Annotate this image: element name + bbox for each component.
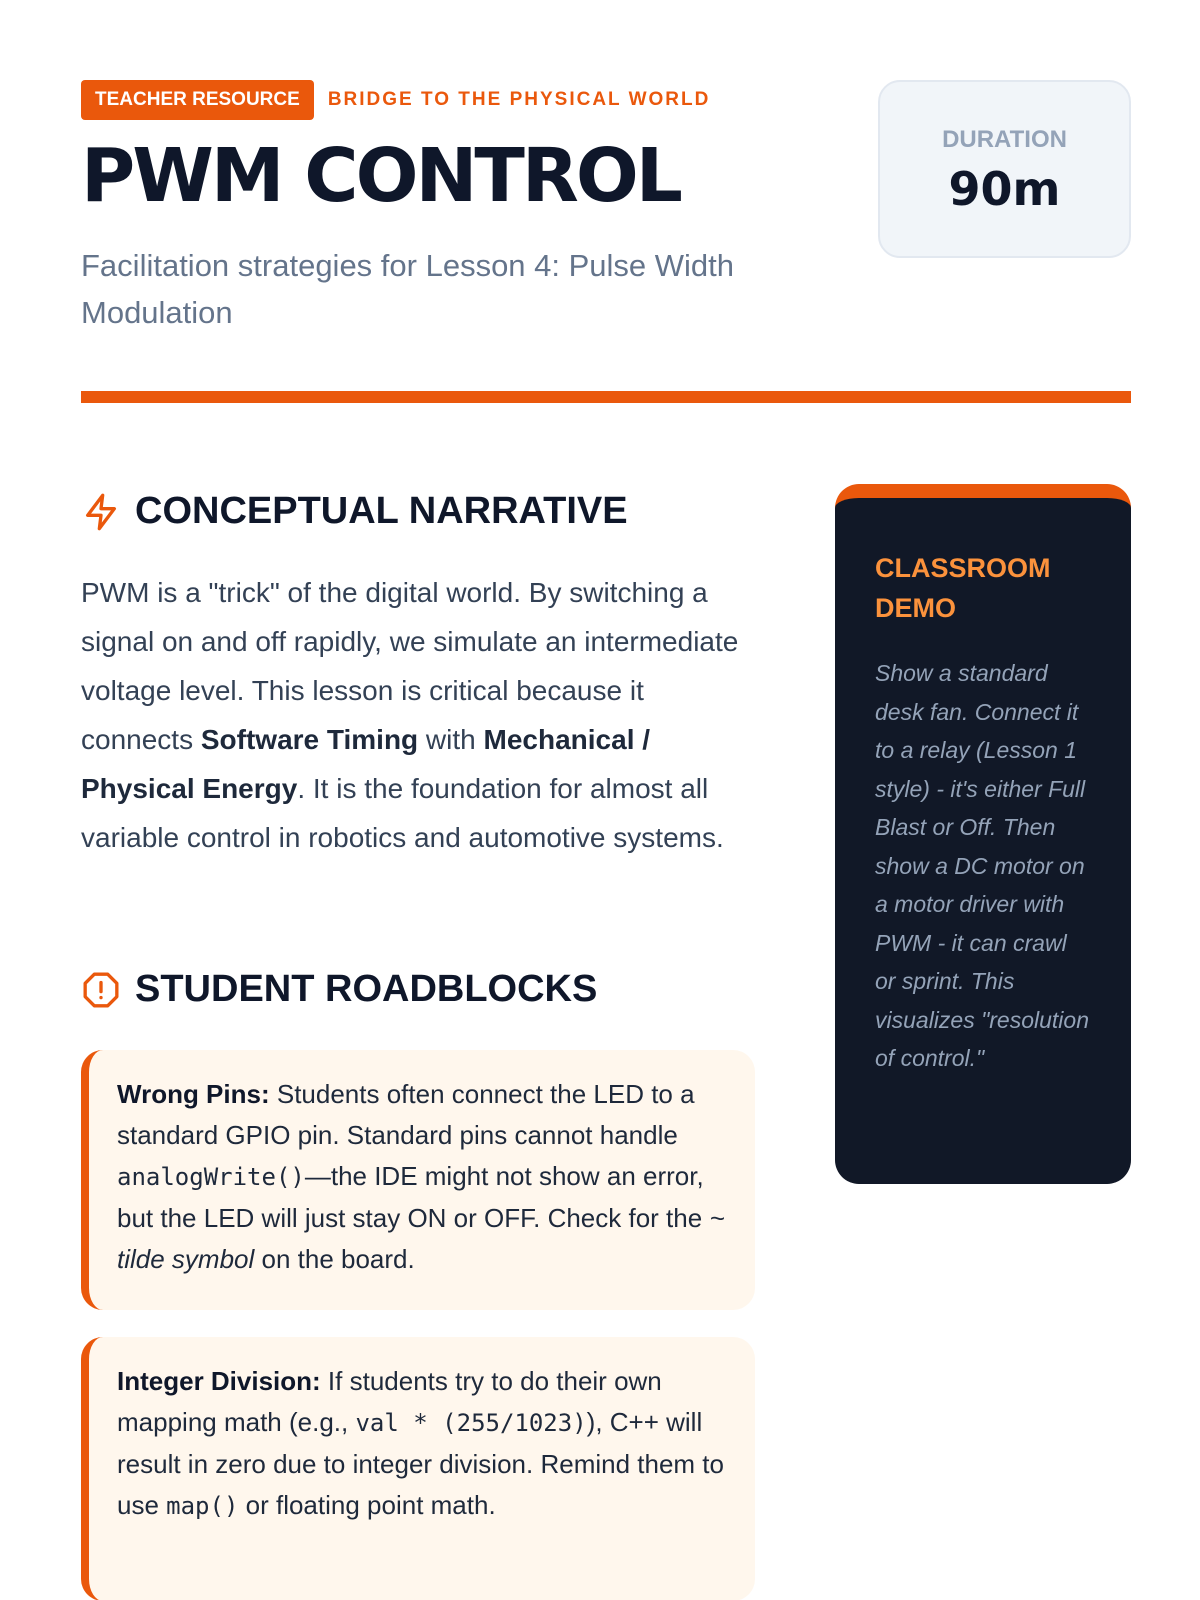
demo-body: Show a standard desk fan. Connect it to a relay (Lesson 1 style) - it's either Full Blast or Off. Then show a DC motor on a motor driver with PWM - it can crawl or sprint. This visualizes "resolution of control." bbox=[875, 660, 1089, 1071]
page-title: PWM CONTROL bbox=[81, 133, 680, 219]
duration-label: DURATION bbox=[942, 126, 1067, 153]
card-label: Wrong Pins: bbox=[117, 1079, 270, 1109]
narrative-heading-text: CONCEPTUAL NARRATIVE bbox=[135, 490, 628, 532]
narrative-emphasis: Mechanical / Physical Energy bbox=[81, 724, 651, 804]
narrative-text: with bbox=[418, 724, 484, 755]
card-text: If students try to do their own mapping math (e.g., bbox=[117, 1366, 662, 1437]
roadblock-card-wrong-pins bbox=[81, 1050, 755, 1310]
roadblock-card-integer-division bbox=[81, 1337, 755, 1600]
card-code: analogWrite() bbox=[117, 1163, 305, 1191]
kicker-text: BRIDGE TO THE PHYSICAL WORLD bbox=[327, 89, 711, 110]
narrative-emphasis: Software Timing bbox=[200, 724, 419, 755]
card-text: on the board. bbox=[254, 1244, 415, 1274]
demo-title: CLASSROOM DEMO bbox=[875, 553, 1051, 623]
alert-circle-icon bbox=[81, 970, 121, 1010]
card-text: ), C++ will result in zero due to integer division. Remind them to use bbox=[117, 1407, 724, 1520]
page-subtitle: Facilitation strategies for Lesson 4: Pulse Width Modulation bbox=[81, 248, 735, 330]
card-text: or floating point math. bbox=[238, 1490, 496, 1520]
duration-value: 90m bbox=[948, 162, 1061, 216]
roadblocks-heading-text: STUDENT ROADBLOCKS bbox=[135, 968, 598, 1010]
narrative-heading bbox=[81, 490, 628, 533]
card-code: map() bbox=[166, 1492, 239, 1520]
classroom-demo-card bbox=[835, 484, 1131, 1184]
card-text: —the IDE might not show an error, but the LED will just stay ON or OFF. Check for the bbox=[117, 1161, 710, 1233]
card-italic: ~ tilde symbol bbox=[117, 1203, 725, 1274]
card-code: val * (255/1023) bbox=[355, 1409, 587, 1437]
teacher-resource-badge: TEACHER RESOURCE bbox=[81, 80, 314, 120]
narrative-paragraph bbox=[81, 568, 761, 862]
duration-card bbox=[878, 80, 1131, 258]
narrative-text: . It is the foundation for almost all variable control in robotics and automotive systems. bbox=[81, 773, 724, 853]
lightning-icon bbox=[81, 492, 121, 532]
card-label: Integer Division: bbox=[117, 1366, 321, 1396]
header-divider bbox=[81, 391, 1131, 403]
roadblocks-heading bbox=[81, 968, 597, 1011]
narrative-text: PWM is a "trick" of the digital world. By switching a signal on and off rapidly, we simulate an intermediate voltage level. This lesson is critical because it connects bbox=[81, 577, 739, 755]
card-text: Students often connect the LED to a standard GPIO pin. Standard pins cannot handle bbox=[117, 1079, 695, 1150]
